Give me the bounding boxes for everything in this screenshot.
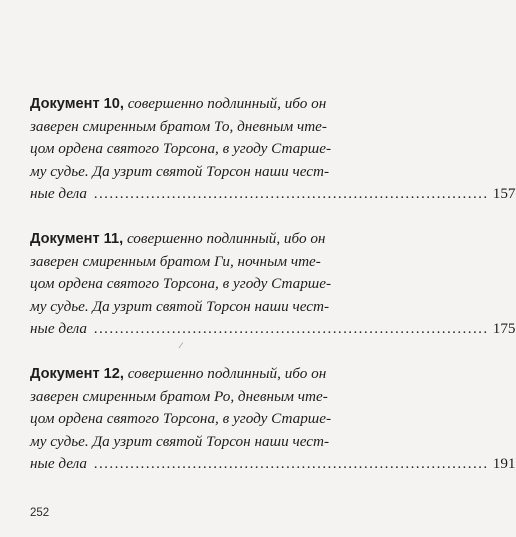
entry-first-line xyxy=(30,363,340,386)
toc-entry-document-11 xyxy=(30,228,516,341)
entry-last-line xyxy=(30,318,516,341)
entry-text: му судье. Да узрит святой Торсон наши чест- xyxy=(30,297,330,315)
entry-text: ные дела xyxy=(30,185,87,202)
entry-text: ные дела xyxy=(30,320,87,337)
page-number: 175 xyxy=(492,320,516,337)
entry-last-line xyxy=(30,183,516,206)
dot-leader xyxy=(94,320,486,337)
toc-entry-document-10 xyxy=(30,93,516,206)
entry-text: заверен смиренным братом Ги, ночным чте- xyxy=(30,252,321,270)
entry-title: Документ 12, xyxy=(30,366,124,382)
toc-entry-document-12 xyxy=(30,363,516,476)
entry-text: цом ордена святого Торсона, в угоду Старше- xyxy=(30,410,332,427)
entry-text: заверен смиренным братом То, дневным чте- xyxy=(30,117,327,135)
entry-text: заверен смиренным братом Ро, дневным чте- xyxy=(30,387,328,405)
dot-leader xyxy=(94,185,486,202)
dot-leader xyxy=(94,455,486,472)
entry-last-line xyxy=(30,453,516,476)
page-number: 191 xyxy=(492,455,516,472)
entry-first-line xyxy=(30,93,340,116)
folio-page-number: 252 xyxy=(30,507,50,519)
entry-title: Документ 11, xyxy=(30,231,124,247)
entry-text: совершенно подлинный, ибо он xyxy=(127,95,327,112)
entry-text: совершенно подлинный, ибо он xyxy=(127,365,327,382)
entry-text: совершенно подлинный, ибо он xyxy=(126,230,326,247)
entry-text: ные дела xyxy=(30,455,87,472)
entry-text: цом ордена святого Торсона, в угоду Старше- xyxy=(30,275,332,292)
entry-text: му судье. Да узрит святой Торсон наши чест- xyxy=(30,162,330,180)
paper-speck xyxy=(178,342,186,351)
entry-text: цом ордена святого Торсона, в угоду Старше- xyxy=(30,140,332,157)
entry-text: му судье. Да узрит святой Торсон наши чест- xyxy=(30,432,330,450)
page-number: 157 xyxy=(492,185,516,202)
entry-first-line xyxy=(30,228,340,251)
entry-title: Документ 10, xyxy=(30,96,124,112)
